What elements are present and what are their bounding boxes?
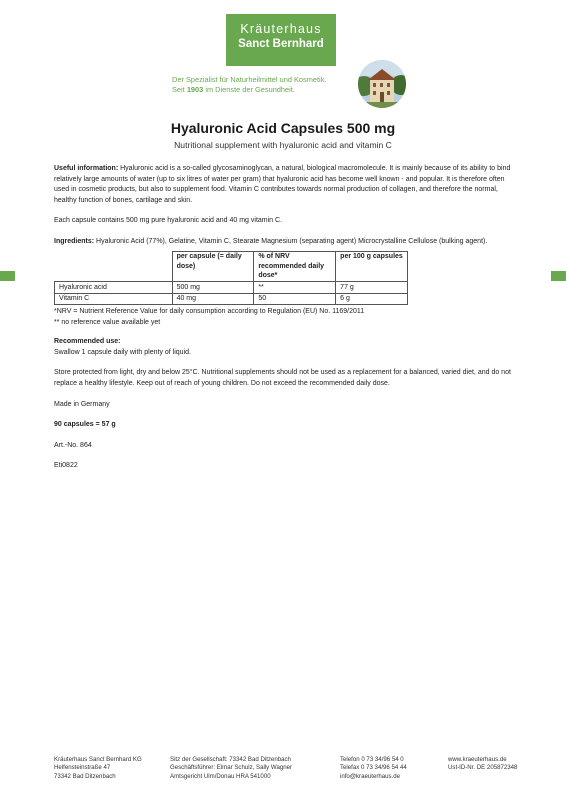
footer-vat-id: Ust-ID-Nr. DE 205872348 [448,764,518,772]
table-header-cell: per 100 g capsules [336,251,408,282]
quantity-value: 90 capsules = 57 g [54,421,116,429]
footer-line: 73342 Bad Ditzenbach [54,772,116,780]
building-photo [358,60,406,108]
table-cell: Hyaluronic acid [55,282,173,294]
ingredients [54,237,514,248]
product-info [54,164,514,482]
table-note-reference: ** no reference value available yet [54,318,161,326]
nutrition-table [54,251,408,306]
use-label: Recommended use: [54,338,121,346]
table-notes [54,307,514,328]
footer-fax: Telefax 0 73 34/96 54 44 [340,764,407,772]
useful-label: Useful information: [54,165,119,172]
footer-phone: Telefon 0 73 34/96 54 0 [340,756,404,763]
table-row [55,282,408,294]
table-header-row [55,251,408,282]
footer-line: Geschäftsführer: Elmar Schulz, Sally Wagner [170,764,293,772]
tagline-prefix: Seit [172,85,185,94]
table-note-nrv: *NRV = Nutrient Reference Value for daily consumption according to Regulation (EU) No. 1169/2011 [54,308,365,316]
brand-logo [226,14,336,66]
table-header-cell: per capsule (= daily dose) [172,251,254,282]
brand-tagline [172,75,326,95]
footer-line: Sitz der Gesellschaft: 73342 Bad Ditzenbach [170,756,291,763]
table-cell: ** [254,282,336,294]
footer-line: Amtsgericht Ulm/Donau HRA 541000 [170,772,271,780]
product-title: Hyaluronic Acid Capsules 500 mg [170,120,396,136]
brand-name-line1: Kräuterhaus [240,22,322,36]
article-number: Art.-No. 864 [54,441,92,449]
table-cell: Vitamin C [55,293,173,305]
table-cell: 6 g [336,293,408,305]
tagline-suffix: im Dienste der Gesundheit. [205,85,295,94]
footer-contact [340,756,407,781]
ingredients-label: Ingredients: [54,237,95,245]
product-subtitle: Nutritional supplement with hyaluronic acid and vitamin C [174,140,392,150]
table-cell: 40 mg [172,293,254,305]
tagline-line2 [172,85,326,95]
footer-line: Helfensteinstraße 47 [54,764,111,772]
made-in: Made in Germany [54,400,110,408]
table-header-cell: % of NRV recommended daily dose* [254,251,336,282]
table-header-blank [55,251,173,282]
table-cell: 77 g [336,282,408,294]
table-cell: 50 [254,293,336,305]
footer-line: Kräuterhaus Sanct Bernhard KG [54,756,142,763]
footer-company [54,756,142,781]
table-row [55,293,408,305]
useful-text: Hyaluronic acid is a so-called glycosaminoglycan, a natural, biological macromolecule. It is mainly because of its ability to bind relatively large amounts of water (up to six litres of water per gram) that hyaluronic acid has become well known - and popular. It is therefore often used in cosmetic products, but also to supplement food. Vitamin C contributes towards normal production of collagen, and therefore the normal, healthy function of bones, cartilage and skin. [54,165,511,204]
quantity [54,420,514,431]
footer-email: info@kraeuterhaus.de [340,772,401,780]
tagline-year: 1903 [186,85,204,94]
footer-web [448,756,517,773]
ingredients-text: Hyaluronic Acid (77%), Gelatine, Vitamin C, Stearate Magnesium (separating agent) Microcrystalline Cellulose (bulking agent). [96,237,488,245]
use-text: Swallow 1 capsule daily with plenty of liquid. [54,348,191,356]
tagline-line1: Der Spezialist für Naturheilmittel und Kosmetik. [172,75,327,84]
useful-information [54,164,514,206]
side-mark-left [0,271,15,281]
brand-name-line2: Sanct Bernhard [238,38,324,50]
recommended-use [54,337,514,358]
capsule-content: Each capsule contains 500 mg pure hyaluronic acid and 40 mg vitamin C. [54,217,283,225]
table-cell: 500 mg [172,282,254,294]
label-code: Eti0822 [54,462,78,470]
side-mark-right [551,271,566,281]
footer-website: www.kraeuterhaus.de [448,756,507,763]
storage-text: Store protected from light, dry and below 25°C. Nutritional supplements should not be used as a replacement for a balanced, varied diet, and do not replace a healthy lifestyle. Keep out of reach of young children. Do not exceed the recommended daily dose. [54,369,511,388]
footer-registration [170,756,292,781]
